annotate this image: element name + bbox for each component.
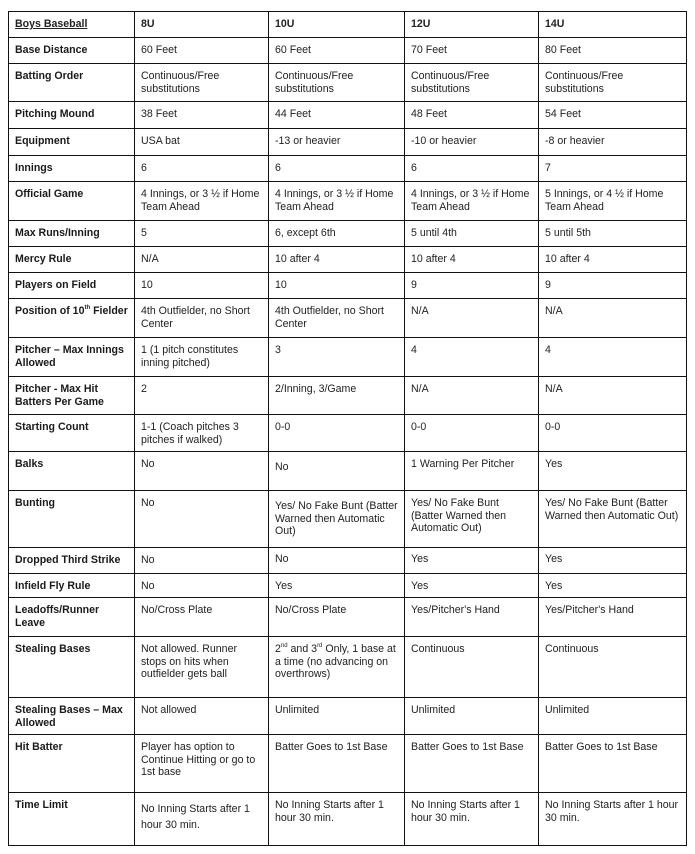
table-cell: 5 Innings, or 4 ½ if Home Team Ahead xyxy=(539,182,687,221)
table-cell: Batter Goes to 1st Base xyxy=(539,735,687,793)
table-row xyxy=(9,735,687,793)
table-cell: No Inning Starts after 1 hour 30 min. xyxy=(269,793,405,846)
table-cell: Yes/ No Fake Bunt (Batter Warned then Automatic Out) xyxy=(269,491,405,548)
table-cell: -8 or heavier xyxy=(539,129,687,156)
table-cell: 0-0 xyxy=(539,415,687,452)
table-row xyxy=(9,637,687,698)
table-cell: Batter Goes to 1st Base xyxy=(405,735,539,793)
table-cell: Continuous/Free substitutions xyxy=(539,64,687,102)
header-text: 12U xyxy=(411,18,431,30)
row-label: Mercy Rule xyxy=(9,247,135,273)
row-label: Hit Batter xyxy=(9,735,135,793)
row-label: Official Game xyxy=(9,182,135,221)
table-cell: 60 Feet xyxy=(135,38,269,64)
table-cell: 10 after 4 xyxy=(405,247,539,273)
table-cell: No xyxy=(269,548,405,574)
table-cell: 0-0 xyxy=(269,415,405,452)
baseball-rules-table xyxy=(8,11,687,846)
table-row xyxy=(9,548,687,574)
table-cell: 48 Feet xyxy=(405,102,539,129)
header-text: 8U xyxy=(141,18,155,30)
table-cell: No xyxy=(269,452,405,491)
text-segment: Only, 1 base at a time (no advancing on overthrows) xyxy=(275,643,396,680)
age-group-header xyxy=(269,12,405,38)
table-row xyxy=(9,415,687,452)
row-label: Max Runs/Inning xyxy=(9,221,135,247)
table-row xyxy=(9,452,687,491)
table-cell: 4 Innings, or 3 ½ if Home Team Ahead xyxy=(405,182,539,221)
table-row xyxy=(9,221,687,247)
table-cell: 1 Warning Per Pitcher xyxy=(405,452,539,491)
table-cell: 5 until 4th xyxy=(405,221,539,247)
age-group-header xyxy=(405,12,539,38)
row-label: Time Limit xyxy=(9,793,135,846)
table-row xyxy=(9,338,687,377)
table-cell: No Inning Starts after 1 hour 30 min. xyxy=(135,793,269,846)
text-segment: 2 xyxy=(275,643,281,655)
table-row xyxy=(9,273,687,299)
table-cell: 9 xyxy=(539,273,687,299)
table-cell: Continuous/Free substitutions xyxy=(405,64,539,102)
row-label: Stealing Bases – Max Allowed xyxy=(9,698,135,735)
table-cell: No Inning Starts after 1 hour 30 min. xyxy=(539,793,687,846)
table-row xyxy=(9,64,687,102)
table-cell: 10 after 4 xyxy=(539,247,687,273)
table-cell: 5 xyxy=(135,221,269,247)
row-label: Leadoffs/Runner Leave xyxy=(9,598,135,637)
table-cell: Batter Goes to 1st Base xyxy=(269,735,405,793)
table-cell: Yes/ No Fake Bunt (Batter Warned then Automatic Out) xyxy=(539,491,687,548)
row-label: Pitcher – Max Innings Allowed xyxy=(9,338,135,377)
table-row xyxy=(9,247,687,273)
row-label: Pitcher - Max Hit Batters Per Game xyxy=(9,377,135,415)
row-label xyxy=(9,299,135,338)
table-cell: Unlimited xyxy=(269,698,405,735)
table-cell: 44 Feet xyxy=(269,102,405,129)
table-cell: Continuous xyxy=(405,637,539,698)
age-group-header xyxy=(135,12,269,38)
table-cell: 6 xyxy=(405,156,539,182)
table-row xyxy=(9,698,687,735)
table-cell: 6 xyxy=(269,156,405,182)
table-cell: 60 Feet xyxy=(269,38,405,64)
table-cell: 7 xyxy=(539,156,687,182)
table-cell: 5 until 5th xyxy=(539,221,687,247)
table-cell: 10 xyxy=(269,273,405,299)
row-label: Bunting xyxy=(9,491,135,548)
table-cell: 2 xyxy=(135,377,269,415)
table-cell: No xyxy=(135,452,269,491)
table-cell: Yes/Pitcher's Hand xyxy=(405,598,539,637)
row-label: Dropped Third Strike xyxy=(9,548,135,574)
row-label: Balks xyxy=(9,452,135,491)
table-cell: 70 Feet xyxy=(405,38,539,64)
table-cell: Unlimited xyxy=(405,698,539,735)
table-row xyxy=(9,102,687,129)
table-cell: Yes xyxy=(539,452,687,491)
age-group-header xyxy=(539,12,687,38)
table-row xyxy=(9,574,687,598)
row-label: Base Distance xyxy=(9,38,135,64)
table-cell: USA bat xyxy=(135,129,269,156)
table-cell: Continuous xyxy=(539,637,687,698)
table-cell: N/A xyxy=(405,377,539,415)
row-label: Players on Field xyxy=(9,273,135,299)
table-cell: 4th Outfielder, no Short Center xyxy=(269,299,405,338)
table-cell: 3 xyxy=(269,338,405,377)
table-cell: N/A xyxy=(405,299,539,338)
table-row xyxy=(9,38,687,64)
row-label: Innings xyxy=(9,156,135,182)
table-cell: 1-1 (Coach pitches 3 pitches if walked) xyxy=(135,415,269,452)
row-label: Stealing Bases xyxy=(9,637,135,698)
table-cell: 6 xyxy=(135,156,269,182)
table-cell: No/Cross Plate xyxy=(135,598,269,637)
row-label: Pitching Mound xyxy=(9,102,135,129)
table-cell: 4 Innings, or 3 ½ if Home Team Ahead xyxy=(135,182,269,221)
table-cell: No/Cross Plate xyxy=(269,598,405,637)
row-label: Starting Count xyxy=(9,415,135,452)
table-cell: Player has option to Continue Hitting or go to 1st base xyxy=(135,735,269,793)
text-segment: and 3 xyxy=(287,643,318,655)
row-label: Equipment xyxy=(9,129,135,156)
table-cell: Yes xyxy=(269,574,405,598)
table-cell: 1 (1 pitch constitutes inning pitched) xyxy=(135,338,269,377)
table-row xyxy=(9,377,687,415)
table-cell: 10 after 4 xyxy=(269,247,405,273)
table-cell: No Inning Starts after 1 hour 30 min. xyxy=(405,793,539,846)
table-cell: 9 xyxy=(405,273,539,299)
table-cell xyxy=(269,637,405,698)
table-cell: Continuous/Free substitutions xyxy=(269,64,405,102)
row-label: Batting Order xyxy=(9,64,135,102)
table-cell: 2/Inning, 3/Game xyxy=(269,377,405,415)
table-cell: Yes xyxy=(405,574,539,598)
header-row xyxy=(9,12,687,38)
table-cell: 4 xyxy=(539,338,687,377)
table-cell: Not allowed xyxy=(135,698,269,735)
table-cell: -10 or heavier xyxy=(405,129,539,156)
table-cell: Continuous/Free substitutions xyxy=(135,64,269,102)
table-cell: No xyxy=(135,491,269,548)
table-cell: Yes/ No Fake Bunt (Batter Warned then Automatic Out) xyxy=(405,491,539,548)
text-segment: Position of 10 xyxy=(15,305,85,317)
table-cell: No xyxy=(135,548,269,574)
table-row xyxy=(9,793,687,846)
table-row xyxy=(9,299,687,338)
table-title xyxy=(9,12,135,38)
table-cell: 38 Feet xyxy=(135,102,269,129)
table-cell: N/A xyxy=(539,299,687,338)
table-cell: 10 xyxy=(135,273,269,299)
text-segment: Fielder xyxy=(90,305,128,317)
table-cell: 0-0 xyxy=(405,415,539,452)
superscript: nd xyxy=(280,643,288,649)
table-cell: Yes xyxy=(539,574,687,598)
table-cell: N/A xyxy=(539,377,687,415)
table-row xyxy=(9,182,687,221)
table-cell: Yes/Pitcher's Hand xyxy=(539,598,687,637)
table-cell: Yes xyxy=(539,548,687,574)
table-cell: 4 xyxy=(405,338,539,377)
superscript: rd xyxy=(317,643,323,649)
table-cell: 54 Feet xyxy=(539,102,687,129)
header-text: 14U xyxy=(545,18,565,30)
table-cell: -13 or heavier xyxy=(269,129,405,156)
row-label: Infield Fly Rule xyxy=(9,574,135,598)
table-cell: Not allowed. Runner stops on hits when outfielder gets ball xyxy=(135,637,269,698)
table-cell: 80 Feet xyxy=(539,38,687,64)
table-row xyxy=(9,491,687,548)
table-cell: 6, except 6th xyxy=(269,221,405,247)
table-cell: No xyxy=(135,574,269,598)
table-cell: 4 Innings, or 3 ½ if Home Team Ahead xyxy=(269,182,405,221)
title-text: Boys Baseball xyxy=(15,18,88,30)
header-text: 10U xyxy=(275,18,295,30)
table-cell: Yes xyxy=(405,548,539,574)
table-cell: N/A xyxy=(135,247,269,273)
table-row xyxy=(9,129,687,156)
table-cell: Unlimited xyxy=(539,698,687,735)
superscript: th xyxy=(84,305,91,311)
table-cell: 4th Outfielder, no Short Center xyxy=(135,299,269,338)
table-row xyxy=(9,598,687,637)
table-row xyxy=(9,156,687,182)
